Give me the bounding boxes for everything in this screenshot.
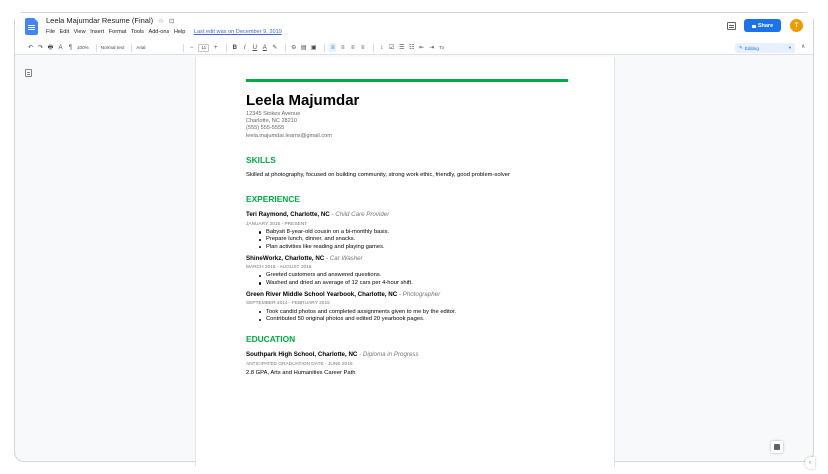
menu-help[interactable]: Help: [173, 29, 186, 35]
last-edit-link[interactable]: Last edit was on December 9, 2019: [193, 29, 282, 35]
numbered-list-icon[interactable]: ☷: [409, 45, 415, 51]
job-bullets: [259, 272, 576, 287]
list-item: Washed and dried an average of 12 cars per 4-hour shift.: [259, 280, 509, 287]
editing-mode-select[interactable]: [735, 43, 795, 53]
accent-bar: [246, 79, 568, 82]
star-icon[interactable]: ☆: [158, 17, 164, 25]
education-entry: [246, 351, 576, 377]
toolbar-divider: [96, 44, 97, 52]
menu-tools[interactable]: Tools: [130, 29, 144, 35]
browser-window: [14, 12, 814, 466]
lock-icon: [752, 25, 756, 28]
document-content: [246, 93, 576, 377]
job-date: SEPTEMBER 2014 - FEBRUARY 2015: [246, 301, 330, 307]
job-entry: [246, 211, 576, 251]
address-line-1: 12345 Stokes Avenue: [246, 111, 301, 117]
italic-button[interactable]: I: [243, 44, 246, 51]
add-comment-icon[interactable]: ▤: [300, 45, 307, 51]
increase-indent-icon[interactable]: ⇥: [429, 45, 435, 51]
email: leela.majumdar.learns@gmail.com: [246, 132, 332, 139]
share-label: Share: [757, 22, 774, 29]
menu-bar: [46, 29, 282, 35]
toolbar-divider: [285, 44, 286, 52]
toolbar-divider: [373, 44, 374, 52]
list-item: Took candid photos and completed assignments given to me by the editor.: [259, 309, 509, 316]
experience-heading: EXPERIENCE: [246, 194, 300, 205]
toolbar: [15, 41, 813, 55]
job-title-line: [246, 255, 576, 262]
explore-button[interactable]: [771, 441, 783, 453]
decrease-font-button[interactable]: −: [189, 44, 194, 51]
school-detail: 2.8 GPA, Arts and Humanities Career Path: [246, 369, 356, 376]
share-button[interactable]: [744, 19, 781, 32]
align-center-icon[interactable]: ≡: [340, 44, 345, 51]
school-role: - Diploma in Progress: [357, 351, 419, 359]
checklist-icon[interactable]: ☑: [389, 45, 395, 51]
menu-view[interactable]: View: [73, 29, 86, 35]
job-role: - Photographer: [397, 291, 441, 299]
job-title-line: [246, 211, 576, 218]
toolbar-divider: [324, 44, 325, 52]
toolbar-divider: [226, 44, 227, 52]
school-date: ANTICIPATED GRADUATION DATE - JUNE 2019: [246, 361, 353, 367]
comment-history-icon[interactable]: [727, 22, 736, 30]
job-date: MARCH 2015 - AUGUST 2015: [246, 265, 312, 271]
menu-format[interactable]: Format: [108, 29, 127, 35]
menu-file[interactable]: File: [46, 29, 56, 35]
education-heading: EDUCATION: [246, 334, 296, 345]
list-item: Contributed 50 original photos and edited 20 yearbook pages.: [259, 316, 509, 323]
job-entry: [246, 255, 576, 287]
line-spacing-icon[interactable]: ↕: [380, 44, 384, 51]
insert-image-icon[interactable]: ▣: [310, 45, 317, 51]
title-row: [46, 16, 174, 25]
zoom-select[interactable]: 100%: [77, 45, 89, 50]
chevron-down-icon: ▾: [788, 45, 791, 50]
highlight-icon[interactable]: ✎: [272, 45, 278, 51]
school-name: Southpark High School, Charlotte, NC: [246, 351, 358, 359]
job-employer: Teri Raymond, Charlotte, NC: [246, 211, 330, 219]
menu-addons[interactable]: Add-ons: [148, 29, 170, 35]
job-bullets: [259, 229, 576, 251]
list-item: Plan activities like reading and playing games.: [259, 244, 509, 251]
explore-icon: [774, 444, 780, 450]
job-title-line: [246, 291, 576, 298]
underline-button[interactable]: U: [252, 44, 257, 51]
contact-block: [246, 111, 576, 140]
pencil-icon: ✎: [739, 45, 743, 50]
avatar[interactable]: T: [790, 19, 803, 32]
side-panel-toggle[interactable]: ‹: [805, 457, 815, 469]
decrease-indent-icon[interactable]: ⇤: [419, 45, 425, 51]
increase-font-button[interactable]: +: [213, 44, 218, 51]
collapse-menu-icon[interactable]: ∧: [801, 44, 806, 50]
print-icon[interactable]: 🖶: [47, 44, 54, 51]
job-date: JANUARY 2015 - PRESENT: [246, 221, 308, 227]
job-employer: Green River Middle School Yearbook, Charlotte, NC: [246, 291, 398, 299]
phone: (555) 555-5555: [246, 125, 285, 132]
clear-formatting-icon[interactable]: Tx: [439, 45, 445, 50]
document-page[interactable]: [195, 57, 615, 467]
font-select[interactable]: Arial: [136, 45, 146, 50]
toolbar-divider: [183, 44, 184, 52]
style-select[interactable]: Normal text: [100, 45, 125, 50]
font-size-input[interactable]: 11: [198, 44, 209, 52]
docs-logo-icon[interactable]: [25, 18, 38, 35]
align-right-icon[interactable]: ≡: [350, 44, 355, 51]
list-item: Babysit 8-year-old cousin on a bi-monthly basis.: [259, 229, 509, 236]
bulleted-list-icon[interactable]: ☰: [399, 45, 405, 51]
job-bullets: [259, 309, 576, 324]
editing-mode-label: Editing: [744, 45, 759, 51]
job-role: - Car Washer: [324, 255, 363, 263]
skills-text: Skilled at photography, focused on building community, strong work ethic, friendly, good problem-solver: [246, 171, 510, 178]
job-entry: [246, 291, 576, 323]
resume-name: Leela Majumdar: [246, 92, 360, 109]
paint-format-icon[interactable]: ¶: [68, 44, 73, 51]
text-color-button[interactable]: A: [262, 44, 267, 51]
undo-icon[interactable]: ↶: [27, 45, 34, 51]
skills-heading: SKILLS: [246, 154, 276, 165]
toolbar-divider: [131, 44, 132, 52]
address-line-2: Charlotte, NC 28210: [246, 118, 297, 125]
job-employer: ShineWorkz, Charlotte, NC: [246, 255, 325, 263]
docs-header: [15, 13, 813, 41]
job-role: - Child Care Provider: [329, 211, 390, 219]
document-outline-icon[interactable]: [25, 69, 32, 77]
menu-insert[interactable]: Insert: [90, 29, 105, 35]
list-item: Greeted customers and answered questions.: [259, 272, 509, 279]
list-item: Prepare lunch, dinner, and snacks.: [259, 236, 509, 243]
justify-icon[interactable]: ≡: [360, 44, 365, 51]
school-title-line: [246, 351, 576, 358]
align-left-icon[interactable]: ≡: [330, 44, 335, 51]
menu-edit[interactable]: Edit: [59, 29, 70, 35]
bold-button[interactable]: B: [232, 44, 237, 51]
redo-icon[interactable]: ↷: [37, 45, 44, 51]
move-folder-icon[interactable]: ⊡: [168, 17, 175, 25]
spellcheck-icon[interactable]: A: [58, 44, 63, 51]
link-icon[interactable]: ⊖: [291, 45, 297, 51]
doc-title[interactable]: Leela Majumdar Resume (Final): [46, 16, 154, 25]
